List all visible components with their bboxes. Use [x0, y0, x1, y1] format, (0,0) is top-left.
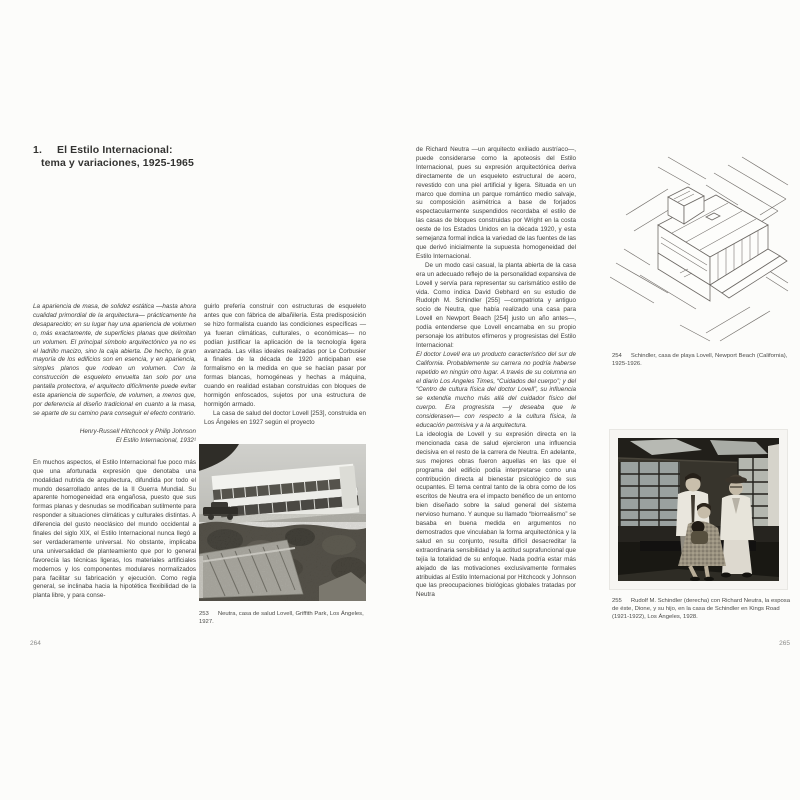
figure-255-caption	[612, 597, 790, 621]
page-number-left: 264	[30, 640, 41, 647]
page-number-right: 265	[779, 640, 790, 647]
right-column	[416, 146, 576, 600]
body-paragraph: de Richard Neutra —un arquitecto exiliado austríaco—, puede considerarse como la apoteosis del Estilo Internacional, pues su expresión arquitectónica deriva directamente de un esqueleto estructural de acero, revestido con una piel artificial y ligera. Situada en un marco que domina un parque romántico medio salvaje, su composición asimétrica a base de forjados espectacularmente suspendidos recordaba el estilo de las casas de bloques construidas por Wright en la costa oeste de los Estados Unidos en la década 1920, y esta semejanza formal indica la variedad de las fuentes de las que derivó inicialmente la supuesta homogeneidad del Estilo Internacional.	[416, 146, 576, 260]
figure-253-caption	[199, 610, 371, 626]
body-paragraph: De un modo casi casual, la planta abierta de la casa era un adecuado reflejo de la personalidad expansiva de Lovell y servía para representar su carismático estilo de vida. Como indica David Gebhard en su estudio de Rudolph M. Schindler [255] —compatriota y antiguo socio de Neutra, que había realizado una casa para Lovell en Newport Beach [254] justo un año antes—, podía entenderse que Lovell encarnaba en su propio personaje los atributos efímeros y progresistas del Estilo Internacional:	[416, 261, 576, 349]
figure-255-number: 255	[612, 598, 622, 604]
body-paragraph: En muchos aspectos, el Estilo Internacional fue poco más que una afortunada expresión que denotaba una modalidad nutrida de arquitectura, difundida por todo el mundo desarrollado antes de la II Guerra Mundial. Su aparente homogeneidad era engañosa, puesto que sus formas planas y desnudas se modificaban sutilmente para responder a situaciones climáticas y culturales distintas. A diferencia del gusto neoclásico del mundo occidental a finales del siglo XIX, el Estilo Internacional nunca llegó a ser verdaderamente universal. No obstante, implicaba una universalidad de planteamiento que por lo general favorecía las técnicas ligeras, los materiales artificiales modernos y los componentes modulares normalizados para facilitar su fabricación y ejecución. Como regla general, se inclinaba hacia la hipotética flexibilidad de la planta libre, y para conse-	[33, 458, 196, 600]
body-paragraph: guirlo prefería construir con estructuras de esqueleto antes que con fábrica de albañilería. Esta predisposición se hizo formalista cuando las condiciones específicas —ya fueran climáticas, culturales, o económicas— no podían justificar la aplicación de la tecnología ligera avanzada. Las villas ideales realizadas por Le Corbusier a finales de la década de 1920 anticipaban ese formalismo en la medida en que se hacían pasar por formas blancas, homogéneas y hechas a máquina, cuando en realidad estaban construidas con bloques de hormigón enfoscados, sujetos por una estructura de hormigón armado.	[204, 303, 366, 408]
figure-255-caption-text: Rudolf M. Schindler (derecha) con Richard Neutra, la esposa de éste, Dione, y su hijo, en la casa de Schindler en Kings Road (1921-1922), Los Ángeles, 1928.	[612, 598, 790, 621]
epigraph-quote: La apariencia de masa, de solidez estática —hasta ahora cualidad primordial de la arquitectura— prácticamente ha desaparecido; en su lugar hay una apariencia de volumen o, más exactamente, de superficies planas que delimitan un volumen. El principal símbolo arquitectónico ya no es el ladrillo macizo, sino la caja abierta. De hecho, la gran mayoría de los edificios son en esencia, y en apariencia, simples planos que rodean un volumen. Con la construcción de esqueleto envuelta tan solo por una pantalla protectora, el arquitecto difícilmente puede evitar esta apariencia de superficie, de volumen, a menos que, por deferencia al diseño tradicional en cuanto a la masa, se aparte de su camino para conseguir el efecto contrario.	[33, 303, 196, 417]
attribution-work: El Estilo Internacional, 1932¹	[115, 437, 196, 445]
chapter-heading	[33, 144, 253, 170]
figure-254-axonometric-drawing	[610, 145, 790, 345]
figure-253-number: 253	[199, 611, 209, 617]
attribution-authors: Henry-Russell Hitchcock y Philip Johnson	[79, 427, 196, 435]
lovell-beach-house-axonometric	[610, 145, 790, 345]
figure-255-photo-schindler-neutra	[609, 429, 788, 590]
body-paragraph: La casa de salud del doctor Lovell [253], construida en Los Ángeles en 1927 según el proyecto	[204, 409, 366, 426]
chapter-title-line1: El Estilo Internacional:	[57, 144, 173, 156]
left-column-2	[204, 303, 366, 428]
figure-254-number: 254	[612, 353, 622, 359]
kings-road-house-group-photo	[618, 438, 779, 581]
figure-253-caption-text: Neutra, casa de salud Lovell, Griffith Park, Los Ángeles, 1927.	[199, 611, 364, 626]
chapter-number: 1.	[33, 144, 42, 156]
figure-254-caption-text: Schindler, casa de playa Lovell, Newport Beach (California), 1925-1926.	[612, 353, 788, 368]
left-column-1	[33, 303, 196, 601]
body-paragraph: La ideología de Lovell y su expresión directa en la mencionada casa de salud ejercieron una influencia decisiva en el resto de la carrera de Neutra. En adelante, sus mejores obras fueron aquellas en las que el programa del edificio podía interpretarse como una contribución directa al bienestar psicológico de sus ocupantes. El tema central tanto de la obra como de los escritos de Neutra era el impacto benéfico de un entorno bien diseñado sobre la salud general del sistema nervioso humano. Y aunque su llamado “biorrealismo” se basaba en buena medida en argumentos no demostrados que vinculaban la forma arquitectónica y la salud en su conjunto, resulta difícil desacreditar la extraordinaria sensibilidad y la actitud suprafuncional que tejía la totalidad de su enfoque. Nada podría estar más alejado de las motivaciones exclusivamente formales atribuidas al Estilo Internacional por Hitchcock y Johnson que las preocupaciones biológicas globales tratadas por Neutra	[416, 431, 576, 599]
epigraph-attribution	[33, 427, 196, 446]
chapter-title-line2: tema y variaciones, 1925-1965	[41, 157, 194, 169]
figure-253-photo-lovell-health-house	[199, 444, 366, 601]
block-quote: El doctor Lovell era un producto característico del sur de California. Probablemente su carrera no podría haberse repetido en ningún otro lugar. A través de su columna en el diario Los Angeles Times, “Cuidados del cuerpo”; y del “Centro de cultura física del doctor Lovell”, su influencia se extendía mucho más allá del cuidador físico del cuerpo. Era progresista —y deseaba que le considerasen— con respecto a la cultura física, la educación permisiva y a la arquitectura.	[416, 350, 576, 430]
figure-254-caption	[612, 352, 790, 368]
lovell-health-house-image	[199, 444, 366, 601]
